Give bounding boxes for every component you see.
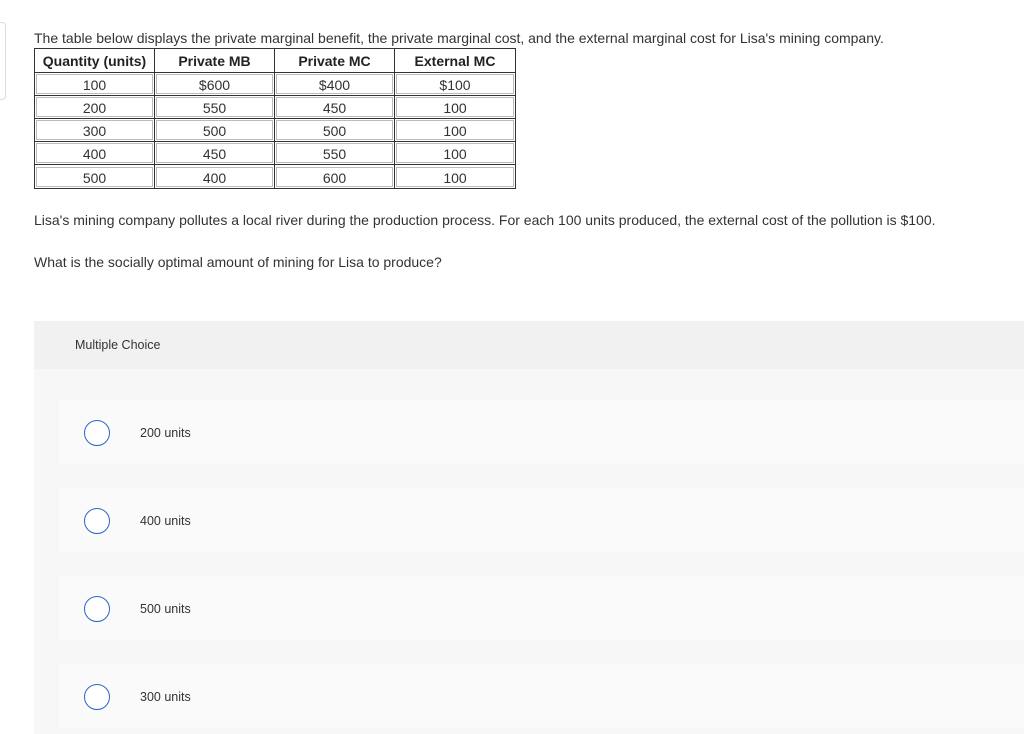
table-cell: 550	[275, 142, 395, 165]
table-cell: 400	[155, 165, 275, 188]
sidebar-edge-tab	[0, 22, 6, 100]
table-row	[35, 165, 515, 188]
table-cell: $600	[155, 73, 275, 96]
table-cell: 450	[155, 142, 275, 165]
column-header-private-mc: Private MC	[275, 49, 395, 73]
table-cell: 450	[275, 96, 395, 119]
question-prompt: What is the socially optimal amount of mining for Lisa to produce?	[34, 254, 442, 270]
table-cell: 100	[395, 165, 515, 188]
radio-button[interactable]	[84, 508, 110, 534]
table-row	[35, 142, 515, 165]
radio-button[interactable]	[84, 420, 110, 446]
table-cell: 100	[395, 142, 515, 165]
table-row	[35, 73, 515, 96]
choice-option-300[interactable]	[59, 664, 1024, 728]
table-cell: 300	[35, 119, 155, 142]
choice-option-200[interactable]	[59, 400, 1024, 464]
table-cell: 400	[35, 142, 155, 165]
column-header-quantity: Quantity (units)	[35, 49, 155, 73]
table-cell: 500	[155, 119, 275, 142]
radio-button[interactable]	[84, 684, 110, 710]
choice-label: 500 units	[140, 602, 191, 616]
table-cell: $400	[275, 73, 395, 96]
table-cell: 500	[275, 119, 395, 142]
intro-text: The table below displays the private marginal benefit, the private marginal cost, and the external marginal cost for Lisa's mining company.	[34, 30, 884, 46]
multiple-choice-panel	[34, 321, 1024, 734]
table-cell: 550	[155, 96, 275, 119]
choice-label: 200 units	[140, 426, 191, 440]
table-cell: 100	[395, 119, 515, 142]
choice-option-400[interactable]	[59, 488, 1024, 552]
choice-option-500[interactable]	[59, 576, 1024, 640]
table-cell: 100	[395, 96, 515, 119]
table-cell: 500	[35, 165, 155, 188]
table-cell: 200	[35, 96, 155, 119]
context-text: Lisa's mining company pollutes a local river during the production process. For each 100 units produced, the external cost of the pollution is $100.	[34, 212, 936, 228]
column-header-private-mb: Private MB	[155, 49, 275, 73]
table-header-row	[35, 49, 515, 73]
table-row	[35, 96, 515, 119]
choice-label: 300 units	[140, 690, 191, 704]
choice-label: 400 units	[140, 514, 191, 528]
table-cell: 100	[35, 73, 155, 96]
radio-button[interactable]	[84, 596, 110, 622]
table-row	[35, 119, 515, 142]
column-header-external-mc: External MC	[395, 49, 515, 73]
multiple-choice-header	[34, 321, 1024, 369]
table-cell: 600	[275, 165, 395, 188]
multiple-choice-label: Multiple Choice	[75, 338, 161, 352]
table-cell: $100	[395, 73, 515, 96]
data-table	[34, 48, 516, 189]
